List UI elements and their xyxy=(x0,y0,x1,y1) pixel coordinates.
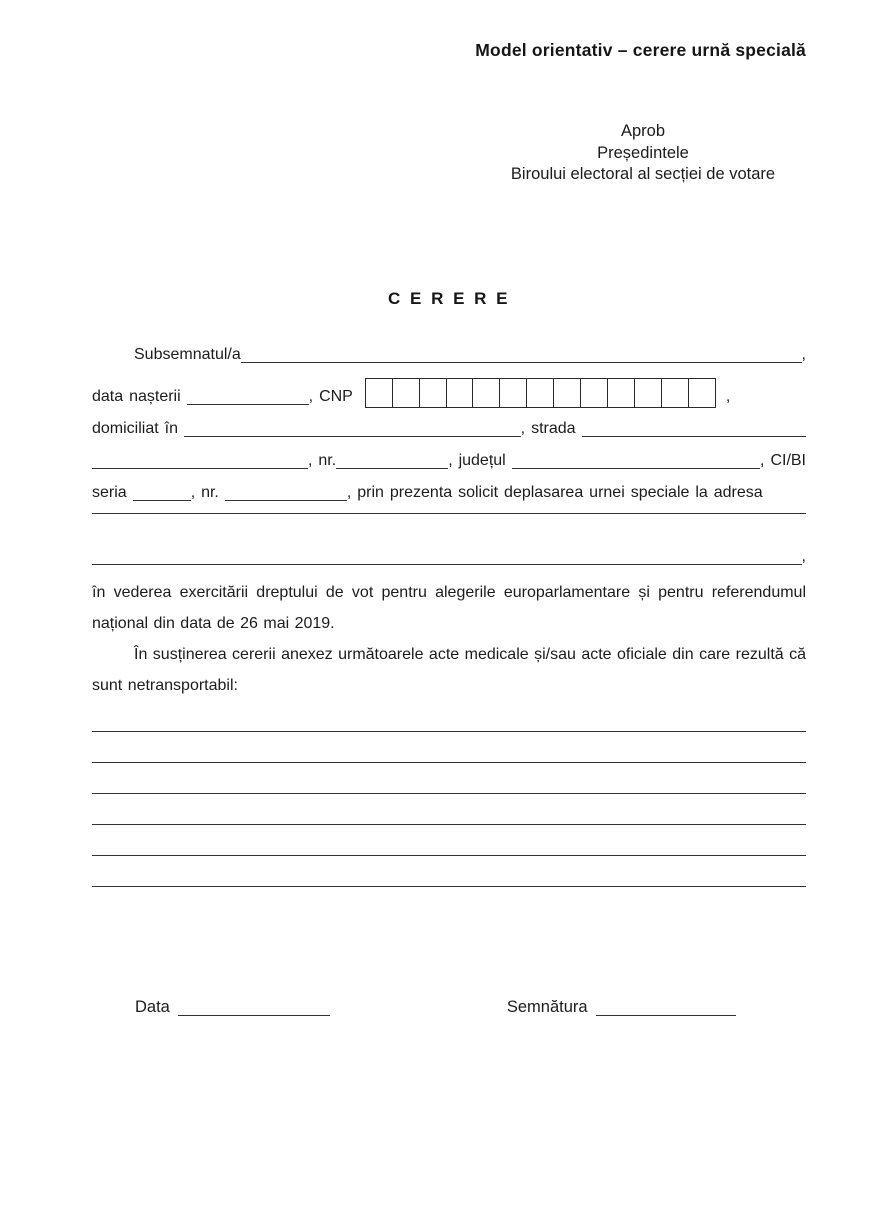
id-series-label: seria xyxy=(92,483,127,501)
address-blank-1 xyxy=(92,513,806,514)
form-fields xyxy=(92,339,806,573)
birth-date-cnp-line xyxy=(92,371,806,403)
approval-line: Biroului electoral al secției de votare xyxy=(510,165,776,183)
attachment-blank-line xyxy=(92,732,806,763)
comma-after-cnp: , xyxy=(725,387,731,405)
footer-row xyxy=(92,991,806,1023)
county-label: , județul xyxy=(448,451,506,469)
cnp-cell xyxy=(392,378,420,408)
cnp-cell xyxy=(634,378,662,408)
street-blank xyxy=(582,436,806,437)
address-blank-2 xyxy=(92,564,802,565)
approval-line: Aprob xyxy=(620,122,666,140)
request-text: , prin prezenta solicit deplasarea urnei speciale la adresa xyxy=(346,483,763,501)
cnp-cell xyxy=(419,378,447,408)
county-blank xyxy=(512,468,760,469)
applicant-line xyxy=(92,339,806,371)
attachment-blank-line xyxy=(92,794,806,825)
id-series-blank xyxy=(133,500,191,501)
id-series-request-line xyxy=(92,477,806,509)
birth-date-blank xyxy=(187,404,309,405)
cnp-cell xyxy=(661,378,689,408)
house-number-label: , nr. xyxy=(308,451,337,469)
attachments-blank-lines xyxy=(92,701,806,887)
cnp-boxes xyxy=(365,378,716,408)
cnp-cell xyxy=(472,378,500,408)
date-group xyxy=(135,991,330,1023)
cnp-cell xyxy=(553,378,581,408)
attachment-blank-line xyxy=(92,825,806,856)
id-number-label: , nr. xyxy=(190,483,219,501)
address-line-1 xyxy=(92,509,806,541)
street-number-county-line xyxy=(92,445,806,477)
form-heading: C E R E R E xyxy=(388,288,510,308)
comma-after-address: , xyxy=(801,547,806,565)
house-number-blank xyxy=(336,468,448,469)
cnp-label: , CNP xyxy=(308,387,353,405)
domicile-blank xyxy=(184,436,521,437)
id-type-label: , CI/BI xyxy=(760,451,806,469)
approval-lines xyxy=(488,121,798,186)
signature-blank xyxy=(596,1015,736,1016)
applicant-name-blank xyxy=(241,362,802,363)
birth-date-label: data nașterii xyxy=(92,387,181,405)
cnp-cell xyxy=(365,378,393,408)
approval-line: Președintele xyxy=(597,143,689,162)
street-blank-continued xyxy=(92,468,308,469)
purpose-paragraph: în vederea exercitării dreptului de vot pentru alegerile europarlamentare și pentru referendumul național din data de 26 mai 2019. xyxy=(92,583,806,632)
attachment-blank-line xyxy=(92,763,806,794)
street-label: , strada xyxy=(520,419,576,437)
cnp-cell xyxy=(526,378,554,408)
attachment-blank-line xyxy=(92,856,806,887)
comma-after-name: , xyxy=(801,345,806,363)
attachment-blank-line xyxy=(92,701,806,732)
document-title: Model orientativ – cerere urnă specială xyxy=(475,40,806,60)
cnp-cell xyxy=(688,378,716,408)
date-label: Data xyxy=(135,997,170,1016)
id-number-blank xyxy=(225,500,347,501)
applicant-label: Subsemnatul/a xyxy=(134,345,241,363)
address-line-2 xyxy=(92,541,806,573)
cnp-cell xyxy=(446,378,474,408)
signature-group xyxy=(507,991,736,1023)
signature-label: Semnătura xyxy=(506,997,588,1016)
attachments-paragraph: În susținerea cererii anexez următoarele acte medicale și/sau acte oficiale din care rezultă că sunt netransportabil: xyxy=(92,645,806,694)
domicile-line xyxy=(92,413,806,445)
cnp-cell xyxy=(499,378,527,408)
cnp-cell xyxy=(580,378,608,408)
cnp-cell xyxy=(607,378,635,408)
domicile-label: domiciliat în xyxy=(92,419,178,437)
approval-block xyxy=(92,121,806,186)
date-blank xyxy=(178,1015,330,1016)
